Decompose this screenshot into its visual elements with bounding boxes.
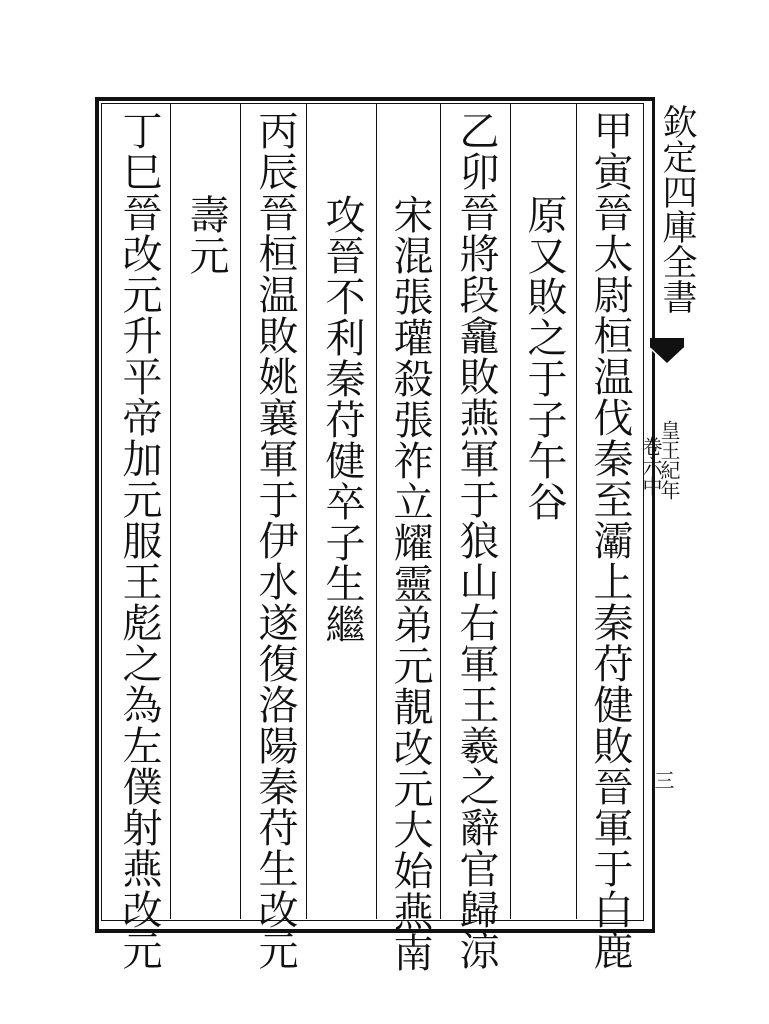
column-divider bbox=[440, 104, 441, 919]
text-column-2: 原又敗之于子午谷 bbox=[521, 194, 567, 522]
text-column-8: 丁巳晉改元升平帝加元服王彪之為左僕射燕改元 bbox=[116, 110, 162, 971]
column-divider bbox=[306, 104, 307, 919]
text-column-3: 乙卯晉將段龕敗燕軍于狼山右軍王羲之辭官歸涼 bbox=[453, 110, 499, 971]
column-divider bbox=[240, 104, 241, 919]
margin-page-number: 三 bbox=[651, 770, 675, 790]
text-column-1: 甲寅晉太尉桓温伐秦至灞上秦苻健敗晉軍于白鹿 bbox=[587, 110, 633, 971]
fishtail-mark-icon bbox=[650, 338, 684, 378]
column-divider bbox=[376, 104, 377, 919]
margin-book-name: 皇王紀年 bbox=[657, 420, 681, 500]
text-column-5: 攻晉不利秦苻健卒子生繼 bbox=[319, 194, 365, 645]
text-column-4: 宋混張瓘殺張祚立耀靈弟元靚改元大始燕南 bbox=[387, 194, 433, 973]
margin-title: 欽定四庫全書 bbox=[657, 104, 697, 314]
column-divider bbox=[170, 104, 171, 919]
text-column-6: 丙辰晉桓温敗姚襄軍于伊水遂復洛陽秦苻生改元 bbox=[252, 110, 298, 971]
column-divider bbox=[510, 104, 511, 919]
column-divider bbox=[576, 104, 577, 919]
text-column-7: 壽元 bbox=[183, 194, 229, 276]
margin-volume: 卷六中 bbox=[639, 436, 663, 496]
